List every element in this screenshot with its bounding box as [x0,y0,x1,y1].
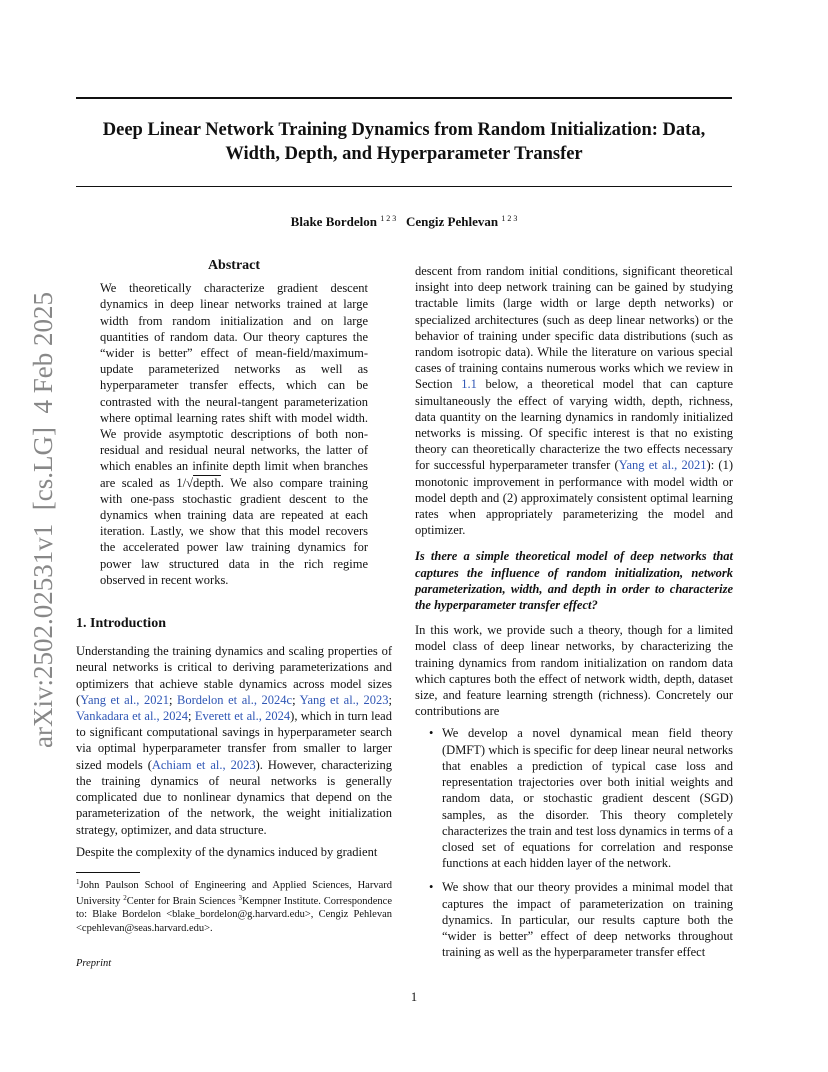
contributions-list [415,725,733,960]
contributions-intro: In this work, we provide such a theory, though for a limited model class of deep linear networks, by characterizing the training dynamics from random initialization on random data which captures both the effect of network width, depth, dataset size, and feature learning strength (richness). Concretely our contributions are [415,623,733,719]
footnote-rule [76,872,140,873]
preprint-label: Preprint [76,958,112,969]
math-inverse-sqrt-depth: 1/√depth [176,475,221,490]
citation-link[interactable]: Bordelon et al., 2024c [177,692,293,707]
affiliation-footnote: $^1$John Paulson School of Engineering and Applied Sciences, Harvard University $^2$Center for Brain Sciences $^3$Kempner Institute. Correspondence to: Blake Bordelon <blake_bordelon@g.harvard.edu>, Cengiz Pehlevan <cpehlevan@seas.harvard.edu>. [76,878,393,934]
citation-link[interactable]: Vankadara et al., 2024 [76,709,189,724]
citation-link[interactable]: Achiam et al., 2023 [151,757,256,772]
section-heading-introduction: 1. Introduction [76,616,166,632]
research-question: Is there a simple theoretical model of deep networks that captures the influence of random initialization, network parameterization, width, and depth in order to characterize the hyperparameter transfer effect? [415,549,733,613]
intro-paragraph-continued: Despite the complexity of the dynamics induced by gradient [76,844,378,859]
abstract-body: We theoretically characterize gradient descent dynamics in deep linear networks trained at large width from random initialization and on large quantities of random data. Our theory captures the “wider is better” effect of mean-field/maximum-update parameterized networks as well as hyperparameter transfer effects, which can be contrasted with the neural-tangent parameterization where optimal learning rates shift with model width. We provide asymptotic descriptions of both non-residual and residual neural networks, the latter of which enables an infinite depth limit when branches are scaled as 1/√depth. We also compare training with one-pass stochastic gradient descent to the dynamics when training data are repeated at each iteration. Lastly, we show that this model recovers the accelerated power law training dynamics for power law structured data in the rich regime observed in recent works. [100,281,369,587]
citation-link[interactable]: Yang et al., 2021 [80,692,169,707]
section-reference-link[interactable]: 1.1 [461,377,477,392]
title-rule-bottom [76,186,732,187]
author-name: Blake Bordelon [290,214,377,229]
page-number: 1 [410,990,418,1004]
citation-link[interactable]: Yang et al., 2023 [299,692,389,707]
arxiv-identifier-stamp: arXiv:2502.02531v1 [cs.LG] 4 Feb 2025 [28,292,58,748]
abstract-heading: Abstract [207,258,261,273]
intro-paragraph: Understanding the training dynamics and scaling properties of neural networks is critical to deriving parameterizations and optimizers that achieve stable dynamics across model sizes (Yang et al., 2021; Bordelon et al., 2024c; Yang et al., 2023; Vankadara et al., 2024; Everett et al., 2024), which in turn lead to significant computational savings in hyperparameter search via optimal hyperparameter transfer from smaller to larger sized models (Achiam et al., 2023). However, characterizing the training dynamics of neural networks is generally complicated due to nonlinear dynamics that depend on the parameterization of the network, the weight initialization strategy, optimizer, and data structure. [76,644,392,837]
citation-link[interactable]: Yang et al., 2021 [618,458,707,473]
right-column [415,263,733,968]
intro-paragraph: descent from random initial conditions, significant theoretical insight into deep network training can be gained by studying tractable limits (large width or large depth networks) or specialized architectures (such as deep linear networks) or the behavior of training under specific data distributions (such as random isotropic data). While the literature on various special cases of training contains numerous works which we review in Section 1.1 below, a theoretical model that can capture simultaneously the effect of varying width, depth, richness, data quantity on the learning dynamics in randomly initialized networks is missing. Of specific interest is that no existing theory can theoretically characterize the two effects necessary for successful hyperparameter transfer (Yang et al., 2021): (1) monotonic improvement in performance with model width or model depth and (2) approximately consistent optimal learning rates when appropriately parameterizing the model and optimizer. [415,264,733,538]
author-affiliation: 1 2 3 [501,214,518,223]
citation-link[interactable]: Everett et al., 2024 [194,709,291,724]
paper-title: Deep Linear Network Training Dynamics from Random Initialization: Data, Width, Depth, and Hyperparameter Transfer [102,120,706,164]
author-list [76,214,732,230]
left-column [76,258,392,860]
author-affiliation: 1 2 3 [380,214,397,223]
list-item: • We develop a novel dynamical mean field theory (DMFT) which is specific for deep linear neural networks that enables a prediction of typical case loss and representation trajectories over both initial weights and random data, or stochastic gradient descent (SGD) samples, as the disorder. This theory completely characterizes the train and test loss dynamics in terms of a closed set of equations for correlation and response functions at each hidden layer of the network. [442,725,733,871]
list-item: • We show that our theory provides a minimal model that captures the impact of parameterization on training dynamics. In particular, our results capture both the “wider is better” effect of deep networks throughout training as well as the hyperparameter transfer effect [442,879,733,960]
author-name: Cengiz Pehlevan [406,214,499,229]
title-rule-top [76,97,732,99]
